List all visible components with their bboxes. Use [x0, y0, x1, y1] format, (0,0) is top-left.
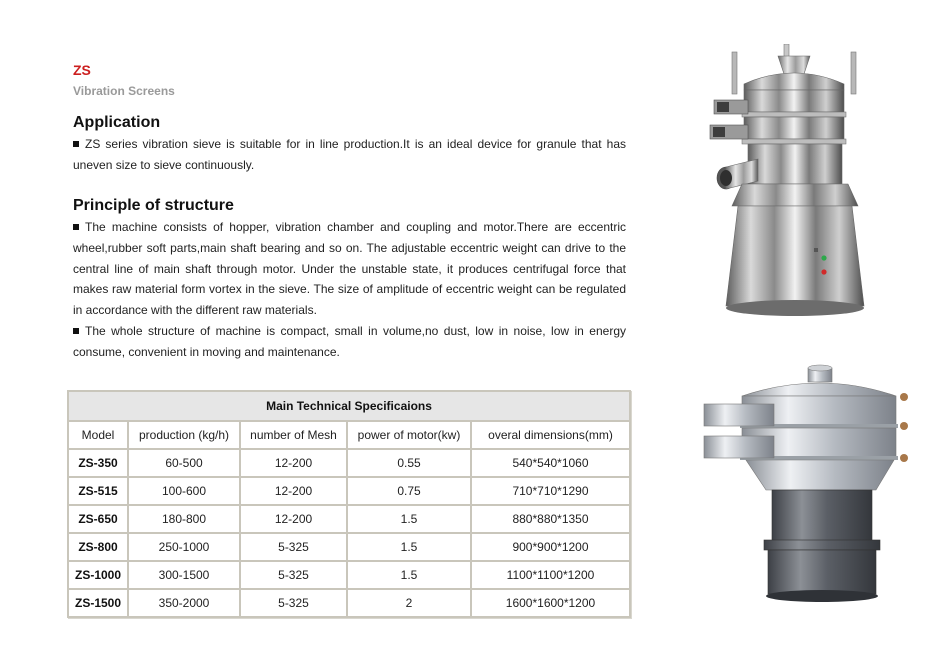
dimensions-cell: 1100*1100*1200 — [471, 561, 630, 589]
product-subtitle: Vibration Screens — [73, 84, 175, 98]
application-title: Application — [73, 114, 161, 131]
bullet-icon — [73, 141, 79, 147]
principle-paragraph-2 — [73, 321, 626, 363]
power-cell: 1.5 — [347, 533, 471, 561]
product-code: ZS — [73, 62, 91, 78]
dimensions-cell: 900*900*1200 — [471, 533, 630, 561]
production-cell: 250-1000 — [128, 533, 240, 561]
principle-title: Principle of structure — [73, 197, 234, 214]
model-cell: ZS-1500 — [68, 589, 128, 617]
dimensions-cell: 1600*1600*1200 — [471, 589, 630, 617]
column-header: overal dimensions(mm) — [471, 421, 630, 449]
mesh-cell: 12-200 — [240, 477, 347, 505]
table-row — [68, 449, 630, 477]
column-header: Model — [68, 421, 128, 449]
table-row — [68, 589, 630, 617]
table-row — [68, 561, 630, 589]
production-cell: 100-600 — [128, 477, 240, 505]
production-cell: 180-800 — [128, 505, 240, 533]
principle-text-1: The machine consists of hopper, vibration chamber and coupling and motor.There are eccentric wheel,rubber soft parts,main shaft bearing and so on. The adjustable eccentric weight can drive to the central line of main shaft through motor. Under the unstable state, it produces centrifugal force that makes raw material form vortex in the sieve. The size of amplitude of eccentric weight can be regulated in accordance with the different raw materials. — [73, 220, 626, 318]
model-cell: ZS-800 — [68, 533, 128, 561]
model-cell: ZS-515 — [68, 477, 128, 505]
application-paragraph — [73, 134, 626, 176]
production-cell: 300-1500 — [128, 561, 240, 589]
principle-paragraph-1 — [73, 217, 626, 321]
dimensions-cell: 540*540*1060 — [471, 449, 630, 477]
spec-table-header-row — [68, 421, 630, 449]
table-row — [68, 533, 630, 561]
production-cell: 60-500 — [128, 449, 240, 477]
table-row — [68, 477, 630, 505]
principle-text-2: The whole structure of machine is compact, small in volume,no dust, low in noise, low in energy consume, convenient in moving and maintenance. — [73, 324, 626, 359]
bullet-icon — [73, 328, 79, 334]
mesh-cell: 12-200 — [240, 505, 347, 533]
spec-table — [67, 390, 631, 618]
dimensions-cell: 880*880*1350 — [471, 505, 630, 533]
production-cell: 350-2000 — [128, 589, 240, 617]
column-header: power of motor(kw) — [347, 421, 471, 449]
mesh-cell: 5-325 — [240, 533, 347, 561]
power-cell: 2 — [347, 589, 471, 617]
vibration-sieve-gray-photo — [696, 364, 916, 614]
model-cell: ZS-350 — [68, 449, 128, 477]
dimensions-cell: 710*710*1290 — [471, 477, 630, 505]
power-cell: 1.5 — [347, 561, 471, 589]
mesh-cell: 12-200 — [240, 449, 347, 477]
vibration-sieve-stainless-photo — [700, 44, 870, 324]
model-cell: ZS-1000 — [68, 561, 128, 589]
spec-table-caption: Main Technical Specificaions — [68, 391, 630, 421]
power-cell: 0.55 — [347, 449, 471, 477]
table-row — [68, 505, 630, 533]
application-text: ZS series vibration sieve is suitable for in line production.It is an ideal device for granule that has uneven size to sieve continuously. — [73, 137, 626, 172]
model-cell: ZS-650 — [68, 505, 128, 533]
column-header: number of Mesh — [240, 421, 347, 449]
mesh-cell: 5-325 — [240, 561, 347, 589]
power-cell: 0.75 — [347, 477, 471, 505]
power-cell: 1.5 — [347, 505, 471, 533]
bullet-icon — [73, 224, 79, 230]
column-header: production (kg/h) — [128, 421, 240, 449]
mesh-cell: 5-325 — [240, 589, 347, 617]
